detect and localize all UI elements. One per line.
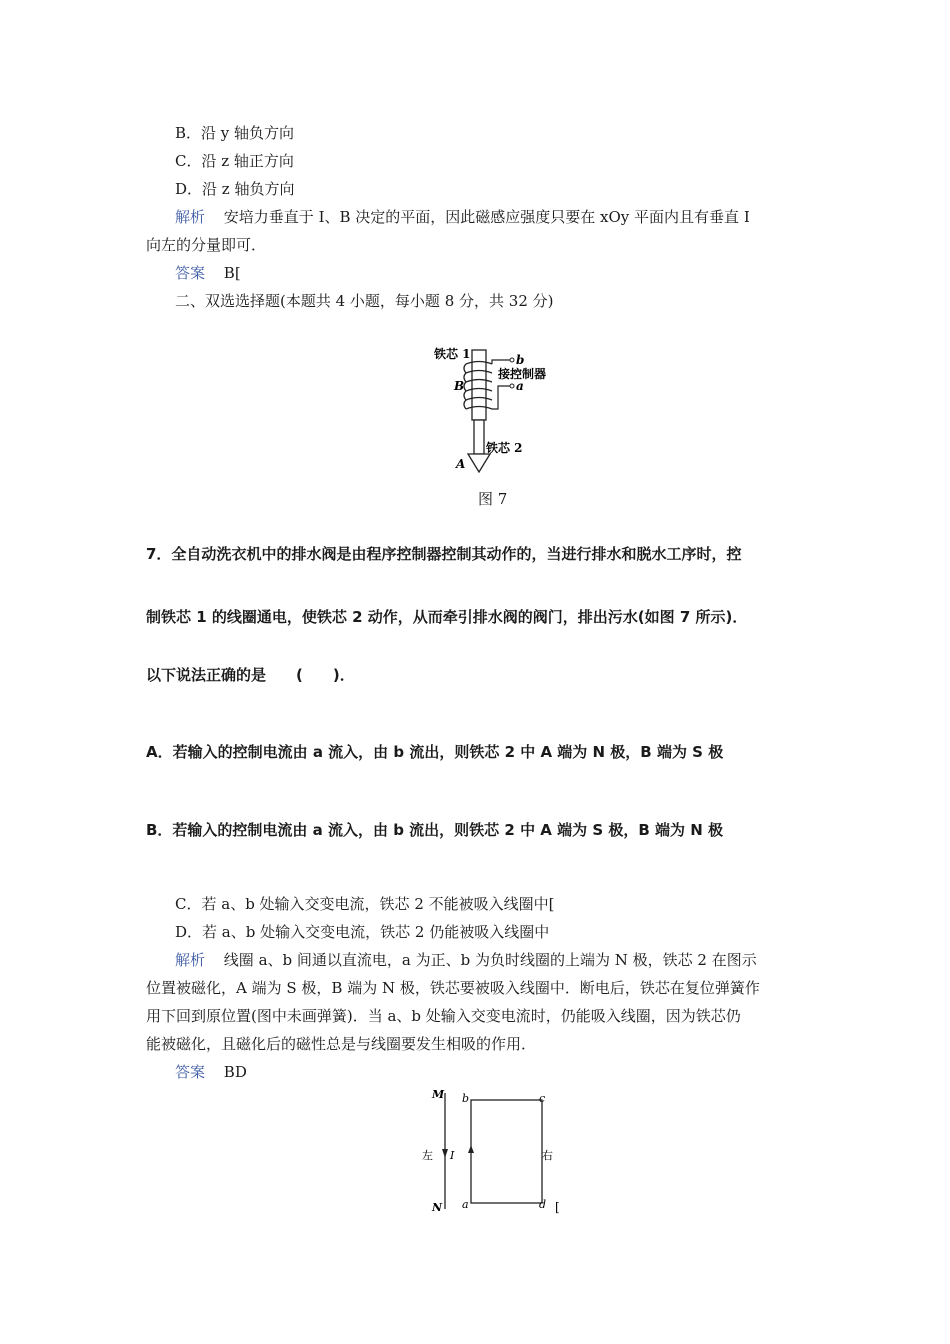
label-left: 左 (422, 1149, 433, 1162)
q6-answer-value: B[ (223, 264, 241, 282)
q7-stem-line-2: 制铁芯 1 的线圈通电，使铁芯 2 动作，从而牵引排水阀的阀门，排出污水(如图 7 所示)． (146, 608, 748, 626)
q7-analysis-line-2: 位置被磁化，A 端为 S 极，B 端为 N 极，铁芯要被吸入线圈中．断电后，铁芯在复位弹簧作 (146, 979, 760, 997)
label-A: A (456, 457, 466, 471)
q6-answer (175, 262, 241, 284)
q7-option-d: D．若 a、b 处输入交变电流，铁芯 2 仍能被吸入线圈中 (175, 923, 550, 941)
loop-arrow-up-icon (468, 1145, 474, 1153)
lead-wire-a (492, 386, 510, 409)
answer-label: 答案 (175, 1063, 206, 1081)
label-d: d (539, 1198, 547, 1211)
label-I: I (450, 1149, 455, 1162)
analysis-label: 解析 (175, 208, 206, 226)
q7-answer-value: BD (223, 1063, 247, 1081)
q7-option-c: C．若 a、b 处输入交变电流，铁芯 2 不能被吸入线圈中[ (175, 895, 555, 913)
q7-analysis-line-4: 能被磁化，且磁化后的磁性总是与线圈要发生相吸的作用． (146, 1035, 537, 1053)
q7-answer (175, 1061, 247, 1083)
q6-analysis-line-2: 向左的分量即可． (146, 236, 267, 254)
label-bracket: [ (555, 1200, 560, 1214)
analysis-label: 解析 (175, 951, 206, 969)
current-arrow-down-icon (442, 1149, 448, 1158)
arrow-down-icon (468, 454, 490, 472)
iron-core-1 (472, 350, 486, 420)
q7-option-b: B．若输入的控制电流由 a 流入，由 b 流出，则铁芯 2 中 A 端为 S 极，B 端为 N 极 (146, 821, 724, 839)
label-M: M (432, 1088, 445, 1101)
q7-stem-line-3: 以下说法正确的是 ( )． (146, 666, 355, 684)
q7-stem-line-1: 7．全自动洗衣机中的排水阀是由程序控制器控制其动作的，当进行排水和脱水工序时，控 (146, 545, 742, 563)
loop-abcd (471, 1100, 542, 1203)
figure-7-solenoid (420, 340, 580, 480)
q7-option-a: A．若输入的控制电流由 a 流入，由 b 流出，则铁芯 2 中 A 端为 N 极，B 端为 S 极 (146, 743, 724, 761)
q6-analysis-text: 安培力垂直于 I、B 决定的平面，因此磁感应强度只要在 xOy 平面内且有垂直 I (223, 208, 750, 226)
figure-7-caption: 图 7 (478, 490, 508, 508)
figure-wire-and-loop (410, 1085, 590, 1220)
label-core-1: 铁芯 1 (434, 347, 471, 361)
label-b: b (516, 353, 525, 367)
q6-option-b: B．沿 y 轴负方向 (175, 124, 295, 142)
label-B: B (454, 379, 465, 393)
q7-analysis-line-1 (175, 949, 757, 971)
label-controller: 接控制器 (498, 367, 547, 381)
label-a: a (516, 379, 524, 393)
label-a: a (462, 1198, 469, 1211)
q7-analysis-line-3: 用下回到原位置(图中未画弹簧)．当 a、b 处输入交变电流时，仍能吸入线圈，因为铁芯仍 (146, 1007, 741, 1025)
label-core-2: 铁芯 2 (486, 441, 523, 455)
q6-option-c: C．沿 z 轴正方向 (175, 152, 294, 170)
answer-label: 答案 (175, 264, 206, 282)
section-2-title: 二、双选选择题(本题共 4 小题，每小题 8 分，共 32 分) (175, 292, 554, 310)
q6-analysis-line-1 (175, 206, 750, 228)
q7-analysis-text: 线圈 a、b 间通以直流电，a 为正、b 为负时线圈的上端为 N 极，铁芯 2 在图示 (223, 951, 757, 969)
label-right: 右 (542, 1149, 553, 1162)
label-c: c (539, 1092, 546, 1105)
label-N: N (432, 1201, 443, 1214)
iron-core-2 (474, 420, 484, 454)
q6-option-d: D．沿 z 轴负方向 (175, 180, 295, 198)
lead-wire-b (492, 360, 510, 364)
label-b: b (462, 1092, 470, 1105)
